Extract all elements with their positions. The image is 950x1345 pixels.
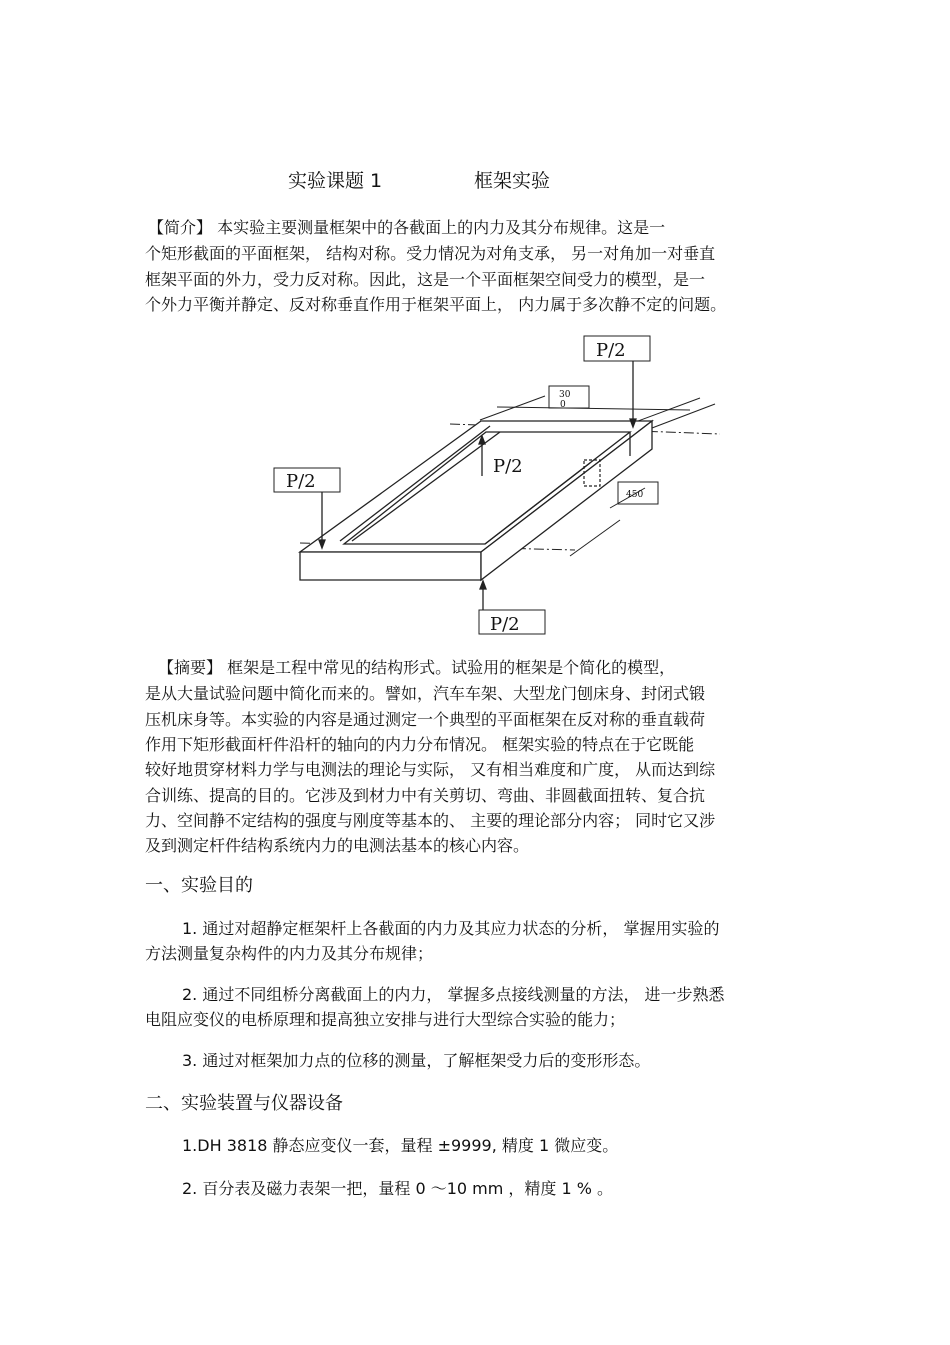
intro-line: 个矩形截面的平面框架， 结构对称。受力情况为对角支承， 另一对角加一对垂直 [145, 244, 716, 263]
section1-item2-line2: 电阻应变仪的电桥原理和提高独立安排与进行大型综合实验的能力； [145, 1010, 626, 1029]
section2-heading: 二、实验装置与仪器设备 [145, 1093, 343, 1114]
title-part2: 框架实验 [474, 170, 551, 192]
abstract-line: 是从大量试验问题中简化而来的。譬如，汽车车架、大型龙门刨床身、封闭式锻 [145, 684, 706, 703]
load-label-inner: P/2 [493, 456, 523, 477]
abstract-line: 力、空间静不定结构的强度与刚度等基本的、 主要的理论部分内容； 同时它又涉 [145, 811, 716, 830]
intro-line: 框架平面的外力，受力反对称。因此，这是一个平面框架空间受力的模型，是一 [145, 270, 706, 289]
load-label-bottom: P/2 [490, 614, 520, 635]
dim-300-top: 30 [559, 390, 571, 400]
intro-line: 【简介】 本实验主要测量框架中的各截面上的内力及其分布规律。这是一 [148, 218, 666, 237]
section1-heading: 一、实验目的 [145, 875, 253, 896]
section1-item1-line2: 方法测量复杂构件的内力及其分布规律； [145, 944, 434, 963]
dim-300-bottom: 0 [560, 400, 566, 410]
section1-item3: 3. 通过对框架加力点的位移的测量，了解框架受力后的变形形态。 [182, 1051, 651, 1070]
title-part1: 实验课题 1 [288, 170, 383, 192]
abstract-line: 【摘要】 框架是工程中常见的结构形式。试验用的框架是个简化的模型， [158, 658, 676, 677]
section1-item1-line1: 1. 通过对超静定框架杆上各截面的内力及其应力状态的分析， 掌握用实验的 [182, 919, 720, 938]
dim-450: 450 [626, 490, 644, 500]
section1-item2-line1: 2. 通过不同组桥分离截面上的内力， 掌握多点接线测量的方法， 进一步熟悉 [182, 985, 725, 1004]
load-label-top-right: P/2 [596, 340, 626, 361]
load-label-left: P/2 [286, 471, 316, 492]
abstract-line: 较好地贯穿材料力学与电测法的理论与实际， 又有相当难度和广度， 从而达到综 [145, 760, 716, 779]
section2-item2: 2. 百分表及磁力表架一把，量程 0 ～10 mm ，精度 1 % 。 [182, 1179, 614, 1198]
abstract-line: 合训练、提高的目的。它涉及到材力中有关剪切、弯曲、非圆截面扭转、复合抗 [145, 786, 706, 805]
section2-item1: 1.DH 3818 静态应变仪一套，量程 ±9999, 精度 1 微应变。 [182, 1136, 619, 1155]
abstract-line: 压机床身等。本实验的内容是通过测定一个典型的平面框架在反对称的垂直载荷 [145, 710, 706, 729]
abstract-line: 作用下矩形截面杆件沿杆的轴向的内力分布情况。 框架实验的特点在于它既能 [145, 735, 695, 754]
abstract-line: 及到测定杆件结构系统内力的电测法基本的核心内容。 [145, 836, 530, 855]
intro-line: 个外力平衡并静定、反对称垂直作用于框架平面上， 内力属于多次静不定的问题。 [145, 295, 727, 314]
